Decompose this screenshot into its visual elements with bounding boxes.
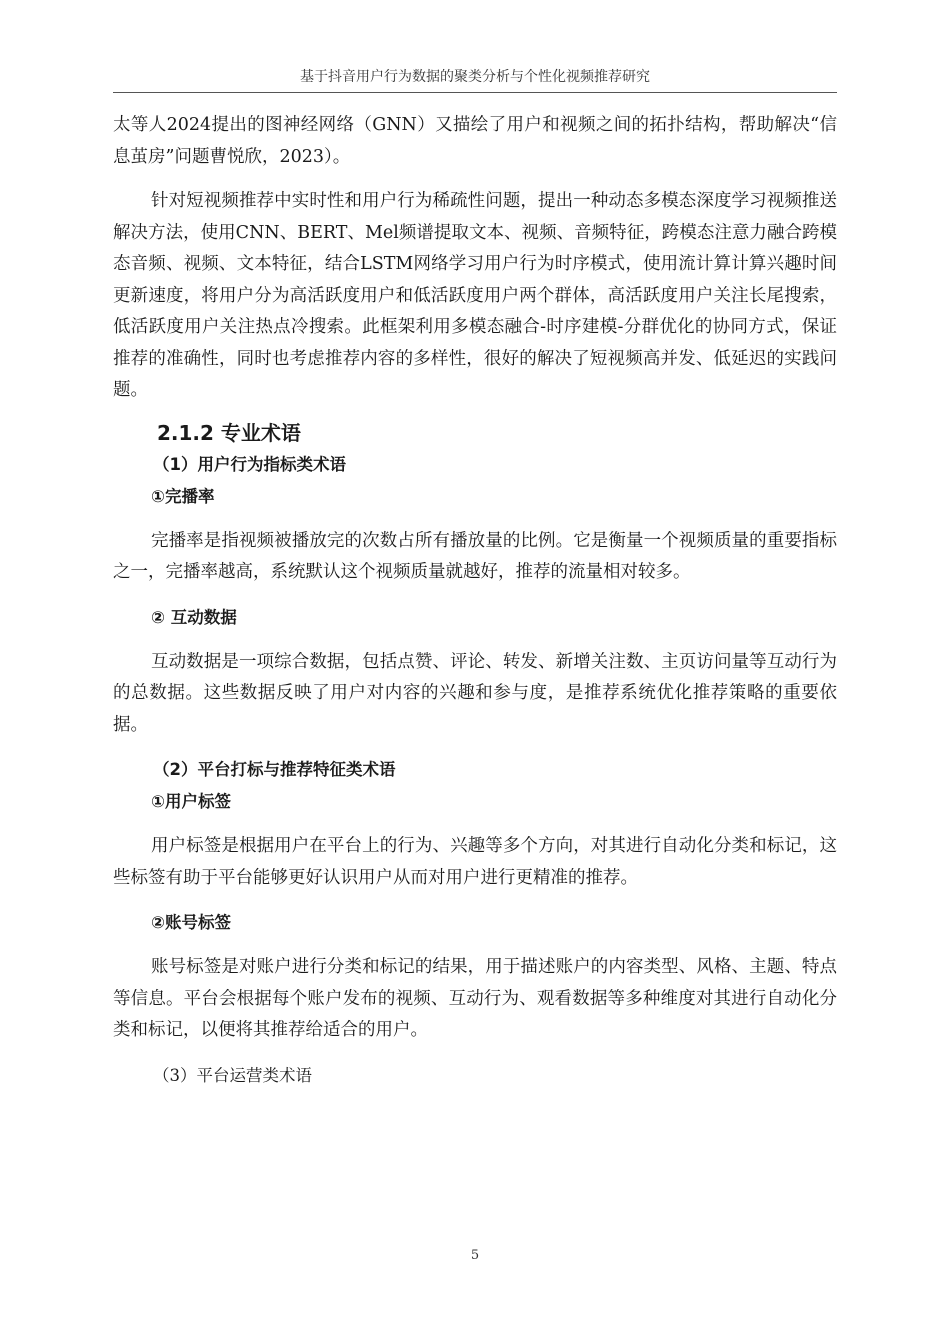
paragraph-user-tags: 用户标签是根据用户在平台上的行为、兴趣等多个方向，对其进行自动化分类和标记，这些标签有助于平台能够更好认识用户从而对用户进行更精准的推荐。	[113, 836, 837, 888]
paragraph-multimodal-method: 针对短视频推荐中实时性和用户行为稀疏性问题，提出一种动态多模态深度学习视频推送解决方法，使用CNN、BERT、Mel频谱提取文本、视频、音频特征，跨模态注意力融合跨模态音频、视频、文本特征，结合LSTM网络学习用户行为时序模式，使用流计算计算兴趣时间更新速度，将用户分为高活跃度用户和低活跃度用户两个群体，高活跃度用户关注长尾搜索，低活跃度用户关注热点冷搜索。此框架利用多模态融合-时序建模-分群优化的协同方式，保证推荐的准确性，同时也考虑推荐内容的多样性，很好的解决了短视频高并发、低延迟的实践问题。	[113, 191, 837, 400]
page-number: 5	[470, 1248, 480, 1263]
subsection-heading-platform-tagging: （2）平台打标与推荐特征类术语	[153, 760, 396, 779]
paragraph-completion-rate: 完播率是指视频被播放完的次数占所有播放量的比例。它是衡量一个视频质量的重要指标之一，完播率越高，系统默认这个视频质量就越好，推荐的流量相对较多。	[113, 530, 837, 582]
header-divider	[113, 92, 837, 93]
section-heading-terms: 2.1.2 专业术语	[157, 420, 301, 445]
paragraph-account-tags: 账号标签是对账户进行分类和标记的结果，用于描述账户的内容类型、风格、主题、特点等信息。平台会根据每个账户发布的视频、互动行为、观看数据等多种维度对其进行自动化分类和标记，以便将其推荐给适合的用户。	[113, 957, 837, 1040]
term-heading-completion-rate: ①完播率	[151, 486, 215, 506]
paragraph-interaction-data: 互动数据是一项综合数据，包括点赞、评论、转发、新增关注数、主页访问量等互动行为的总数据。这些数据反映了用户对内容的兴趣和参与度，是推荐系统优化推荐策略的重要依据。	[113, 651, 837, 735]
term-heading-interaction-data: ② 互动数据	[151, 607, 237, 627]
paragraph-gnn-continuation: 太等人2024提出的图神经网络（GNN）又描绘了用户和视频之间的拓扑结构，帮助解决“信息茧房”问题曹悦欣，2023）。	[113, 115, 837, 167]
term-heading-account-tags: ②账号标签	[151, 913, 231, 932]
term-heading-user-tags: ①用户标签	[151, 792, 231, 811]
subsection-heading-user-behavior: （1）用户行为指标类术语	[153, 454, 346, 474]
page-body	[113, 110, 837, 1092]
running-header: 基于抖音用户行为数据的聚类分析与个性化视频推荐研究	[300, 69, 650, 85]
subsection-heading-platform-operations: （3）平台运营类术语	[153, 1065, 312, 1085]
